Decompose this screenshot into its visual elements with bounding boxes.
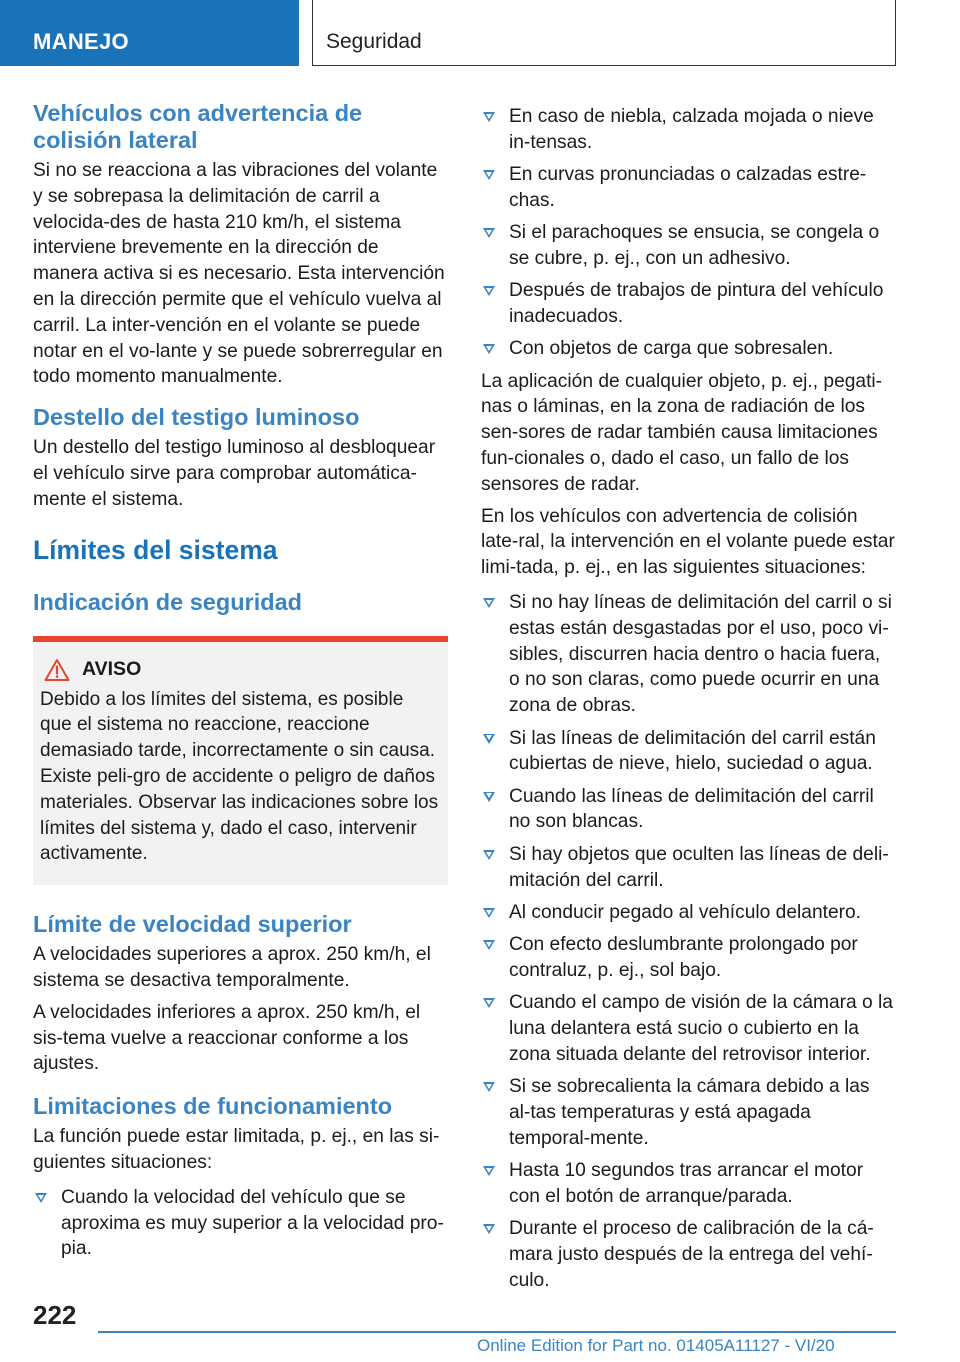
list-item: Si no hay líneas de delimitación del carril o si estas están desgastadas por el uso, poco vi-sibles, discurren hacia dentro o hacia fuera, o no son claras, como puede ocurrir en una zona de obras. [481,590,896,719]
warning-triangle-icon [44,658,70,682]
triangle-bullet-icon [483,344,495,354]
chapter-title: Seguridad [326,30,422,53]
paragraph-speed-below: A velocidades inferiores a aprox. 250 km/h, el sis-tema vuelve a reaccionar conforme a los ajustes. [33,1001,421,1075]
left-bullet-list [33,1185,448,1262]
list-item: Con efecto deslumbrante prolongado por contraluz, p. ej., sol bajo. [481,932,896,984]
paragraph-lateral-limits: En los vehículos con advertencia de colisión late-ral, la intervención en el volante puede estar limi-tada, p. ej., en las siguientes situaciones: [481,505,895,579]
warning-box [33,636,448,886]
heading-indicator-flash: Destello del testigo luminoso [33,404,360,431]
list-item: Con objetos de carga que sobresalen. [481,336,896,362]
right-bullet-list-2 [481,590,896,1293]
heading-safety-note: Indicación de seguridad [33,588,302,615]
footer-edition: Online Edition for Part no. 01405A11127 - VI/20 [477,1336,835,1355]
triangle-bullet-icon [483,170,495,180]
triangle-bullet-icon [483,1224,495,1234]
right-bullet-list-1 [481,104,896,362]
list-item: Si el parachoques se ensucia, se congela o se cubre, p. ej., con un adhesivo. [481,220,896,272]
heading-system-limits: Límites del sistema [33,534,278,565]
triangle-bullet-icon [483,998,495,1008]
triangle-bullet-icon [483,1082,495,1092]
list-item: Cuando las líneas de delimitación del carril no son blancas. [481,784,896,836]
list-item: Si hay objetos que oculten las líneas de deli-mitación del carril. [481,842,896,894]
chapter-header [312,0,896,66]
list-item: Si se sobrecalienta la cámara debido a las al-tas temperaturas y está apagada temporal-mente. [481,1074,896,1151]
paragraph-indicator-flash: Un destello del testigo luminoso al desbloquear el vehículo sirve para comprobar automática-mente el sistema. [33,437,436,510]
list-item: En caso de niebla, calzada mojada o nieve in-tensas. [481,104,896,156]
triangle-bullet-icon [483,1166,495,1176]
triangle-bullet-icon [483,908,495,918]
paragraph-speed-above: A velocidades superiores a aprox. 250 km/h, el sistema se desactiva temporalmente. [33,944,431,991]
warning-title: AVISO [82,658,142,681]
triangle-bullet-icon [483,286,495,296]
triangle-bullet-icon [483,112,495,122]
triangle-bullet-icon [483,598,495,608]
triangle-bullet-icon [483,228,495,238]
list-item: Al conducir pegado al vehículo delantero. [481,900,896,926]
triangle-bullet-icon [35,1193,47,1203]
warning-text: Debido a los límites del sistema, es posible que el sistema no reaccione, reaccione demasiado tarde, incorrectamente o sin causa. Existe peli-gro de accidente o peligro de daños materiales. Observar las indicaciones sobre los límites del sistema y, dado el caso, intervenir activamente. [40,688,439,865]
section-tab [0,0,299,66]
paragraph-radar-objects: La aplicación de cualquier objeto, p. ej., pegati-nas o láminas, en la zona de radiación de los sen-sores de radar también causa limitaciones fun-cionales o, dado el caso, un fallo de los sensores de radar. [481,370,883,495]
warning-header [40,658,440,682]
list-item: Si las líneas de delimitación del carril están cubiertas de nieve, hielo, suciedad o agua. [481,726,896,778]
page-number: 222 [33,1300,77,1330]
heading-functional-limits: Limitaciones de funcionamiento [33,1093,393,1120]
triangle-bullet-icon [483,792,495,802]
paragraph-functional-limits: La función puede estar limitada, p. ej., en las si-guientes situaciones: [33,1126,440,1173]
left-column [33,100,448,1269]
triangle-bullet-icon [483,734,495,744]
triangle-bullet-icon [483,850,495,860]
heading-lateral-collision: Vehículos con advertencia de colisión lateral [33,100,363,153]
section-label: MANEJO [33,29,129,54]
footer-divider [98,1331,896,1333]
list-item: En curvas pronunciadas o calzadas estre-chas. [481,162,896,214]
right-column [481,104,896,1300]
paragraph-lateral-collision: Si no se reacciona a las vibraciones del volante y se sobrepasa la delimitación de carril a velocida-des de hasta 210 km/h, el sistema interviene brevemente en la dirección de manera activa si es necesario. Esta intervención en la dirección permite que el vehículo vuelva al carril. La inter-vención en el volante se puede notar en el vo-lante y se puede sobrerregular en todo momento manualmente. [33,160,445,388]
list-item: Cuando la velocidad del vehículo que se aproxima es muy superior a la velocidad pro-pia. [33,1185,448,1262]
list-item: Cuando el campo de visión de la cámara o la luna delantera está sucio o cubierto en la zona situada delante del retrovisor interior. [481,990,896,1067]
list-item: Hasta 10 segundos tras arrancar el motor con el botón de arranque/parada. [481,1158,896,1210]
triangle-bullet-icon [483,940,495,950]
list-item: Durante el proceso de calibración de la cá-mara justo después de la entrega del vehí-culo. [481,1216,896,1293]
heading-speed-limit: Límite de velocidad superior [33,911,352,938]
list-item: Después de trabajos de pintura del vehículo inadecuados. [481,278,896,330]
